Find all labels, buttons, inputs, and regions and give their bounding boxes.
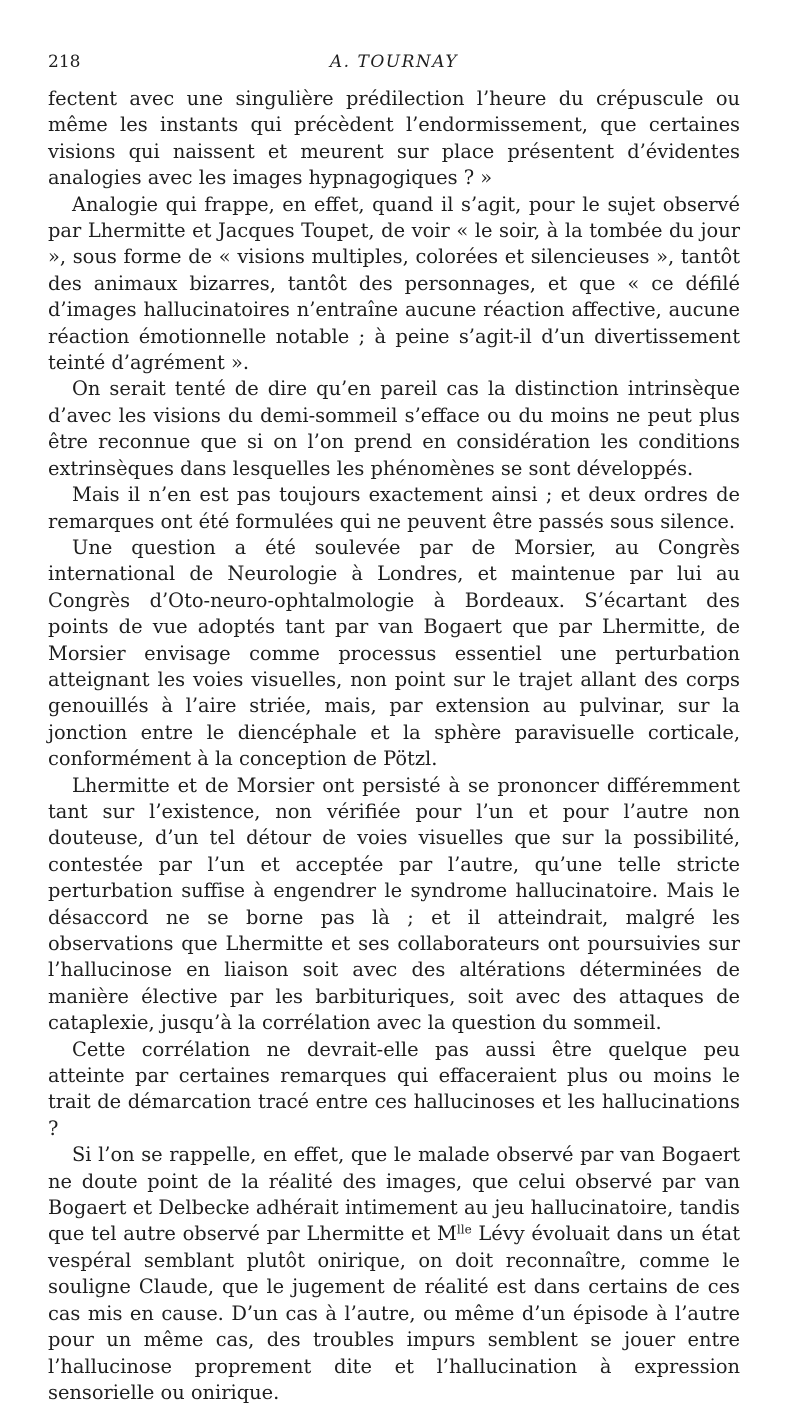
superscript-abbreviation: lle — [456, 1222, 472, 1237]
paragraph — [48, 1142, 740, 1406]
page-number: 218 — [48, 52, 81, 72]
page-header — [48, 52, 740, 78]
paragraph-text: Si l’on se rappelle, en effet, que le malade observé par van Bogaert ne doute point de la réalité des images, que celui observé par van Bogaert et Delbecke adhérait intimement au jeu hallucinatoire, tandis que tel autre observé par Lhermitte et M — [48, 1143, 740, 1246]
paragraph: Cette corrélation ne devrait-elle pas aussi être quelque peu atteinte par certaines remarques qui effaceraient plus ou moins le trait de démarcation tracé entre ces hallucinoses et les hallucinations ? — [48, 1037, 740, 1140]
paragraph: Analogie qui frappe, en effet, quand il s’agit, pour le sujet observé par Lhermitte et Jacques Toupet, de voir « le soir, à la tombée du jour », sous forme de « visions multiples, colorées et silencieuses », tantôt des animaux bizarres, tantôt des personnages, et que « ce défilé d’images hallucinatoires n’entraîne aucune réaction affective, aucune réaction émotionnelle notable ; à peine s’agit-il d’un divertissement teinté d’agrément ». — [48, 192, 740, 375]
paragraph: Une question a été soulevée par de Morsier, au Congrès international de Neurologie à Londres, et maintenue par lui au Congrès d’Oto-neuro-ophtalmologie à Bordeaux. S’écartant des points de vue adoptés tant par van Bogaert que par Lhermitte, de Morsier envisage comme processus essentiel une perturbation atteignant les voies visuelles, non point sur le trajet allant des corps genouillés à l’aire striée, mais, par extension au pulvinar, sur la jonction entre le diencéphale et la sphère paravisuelle corticale, conformément à la conception de Pötzl. — [48, 535, 740, 771]
paragraph: Mais il n’en est pas toujours exactement ainsi ; et deux ordres de remarques ont été formulées qui ne peuvent être passés sous silence. — [48, 483, 740, 533]
body-text — [48, 86, 740, 1406]
paragraph: On serait tenté de dire qu’en pareil cas la distinction intrinsèque d’avec les visions du demi-sommeil s’efface ou du moins ne peut plus être reconnue que si on l’on prend en considération les conditions extrinsèques dans lesquelles les phénomènes se sont développés. — [48, 377, 740, 480]
paragraph: Lhermitte et de Morsier ont persisté à se prononcer différemment tant sur l’existence, non vérifiée pour l’un et pour l’autre non douteuse, d’un tel détour de voies visuelles que sur la possibilité, contestée par l’un et acceptée par l’autre, qu’une telle stricte perturbation suffise à engendrer le syndrome hallucinatoire. Mais le désaccord ne se borne pas là ; et il atteindrait, malgré les observations que Lhermitte et ses collaborateurs ont poursuivies sur l’hallucinose en liaison soit avec des altérations déterminées de manière élective par les barbituriques, soit avec des attaques de cataplexie, jusqu’à la corrélation avec la question du sommeil. — [48, 773, 740, 1035]
running-title: A. TOURNAY — [329, 52, 459, 72]
paragraph: fectent avec une singulière prédilection l’heure du crépuscule ou même les instants qui précèdent l’endormissement, que certaines visions qui naissent et meurent sur place présentent d’évidentes analogies avec les images hypnagogiques ? » — [48, 87, 740, 190]
paragraph-text: Lévy évoluait dans un état vespéral semblant plutôt onirique, on doit reconnaître, comme le souligne Claude, que le jugement de réalité est dans certains de ces cas mis en cause. D’un cas à l’autre, ou même d’un épisode à l’autre pour un même cas, des troubles impurs semblent se jouer entre l’hallucinose proprement dite et l’hallucination à expression sensorielle ou onirique. — [48, 1222, 740, 1404]
